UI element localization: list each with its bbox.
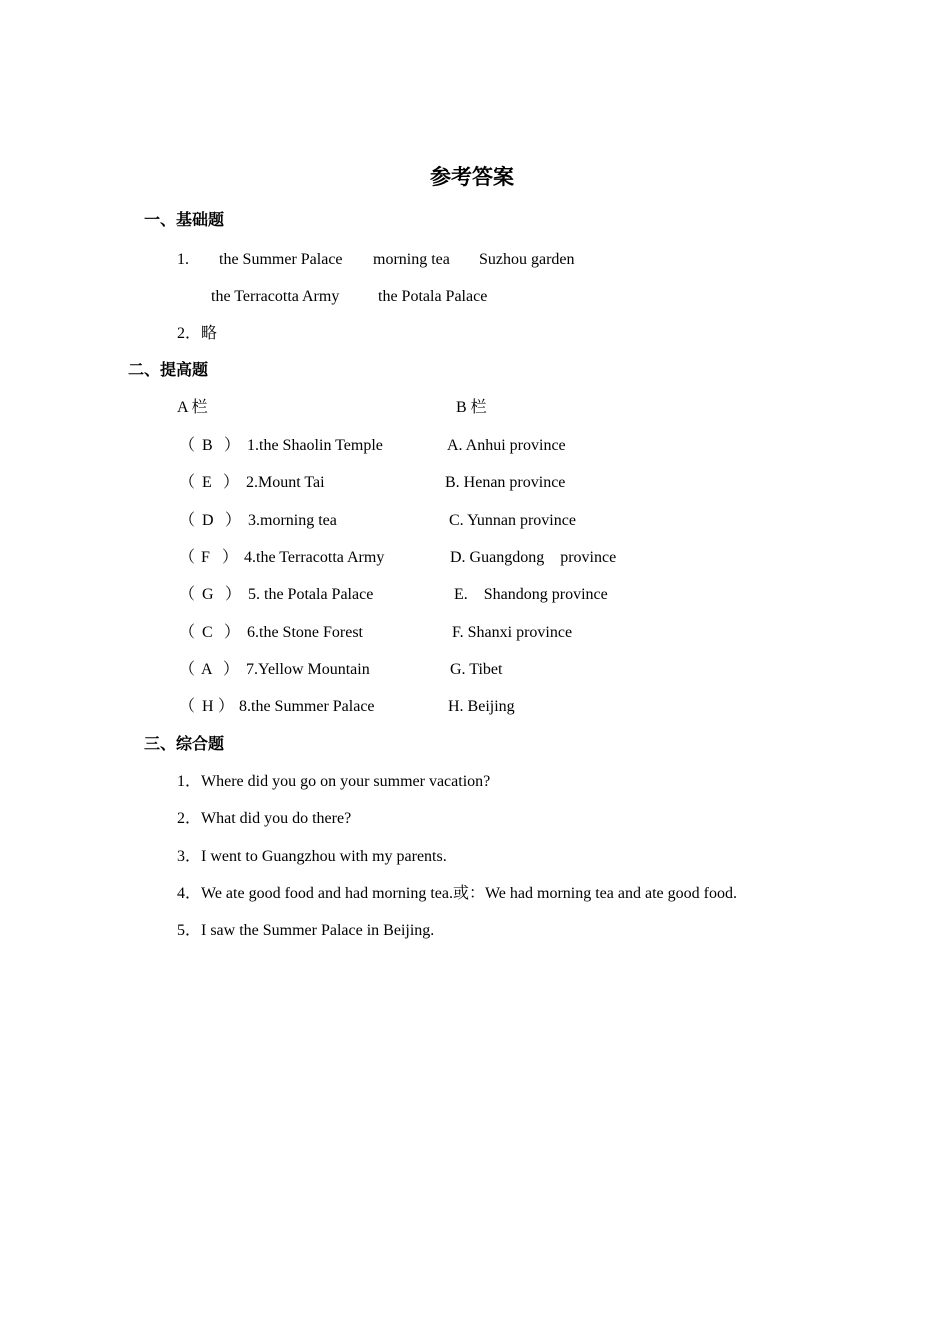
column-b-header: B 栏 — [456, 399, 487, 416]
answer-letter: F — [201, 549, 210, 566]
page-title: 参考答案 — [430, 165, 514, 189]
close-paren: ） — [218, 698, 235, 715]
match-item: 4.the Terracotta Army — [244, 549, 385, 566]
match-item: 2.Mount Tai — [246, 474, 325, 491]
match-item: 6.the Stone Forest — [247, 624, 363, 641]
match-option: F. Shanxi province — [452, 624, 573, 641]
match-item: 5. the Potala Palace — [248, 586, 374, 603]
match-option: A. Anhui province — [447, 437, 566, 454]
answer-letter: C — [202, 624, 213, 641]
close-paren: ） — [223, 474, 240, 491]
answer-letter: A — [201, 661, 213, 678]
close-paren: ） — [224, 624, 241, 641]
close-paren: ） — [222, 549, 239, 566]
open-paren: （ — [179, 586, 196, 603]
open-paren: （ — [179, 474, 196, 491]
q1-item-4: the Terracotta Army — [211, 288, 340, 305]
match-option: D. Guangdong province — [450, 549, 617, 566]
close-paren: ） — [224, 437, 241, 454]
q1-item-5: the Potala Palace — [378, 288, 488, 305]
q1-item-1: the Summer Palace — [219, 251, 343, 268]
section-2-heading: 二、提高题 — [128, 362, 209, 379]
match-option: H. Beijing — [448, 698, 515, 715]
answer-letter: E — [202, 474, 212, 491]
match-option: E. Shandong province — [454, 586, 608, 603]
answer-2: 2．What did you do there? — [177, 810, 352, 827]
open-paren: （ — [179, 549, 196, 566]
close-paren: ） — [225, 512, 242, 529]
match-option: B. Henan province — [445, 474, 566, 491]
answer-letter: D — [202, 512, 214, 529]
answer-4: 4．We ate good food and had morning tea.或：We had morning tea and ate good food. — [177, 885, 737, 902]
match-item: 7.Yellow Mountain — [246, 661, 370, 678]
answer-letter: G — [202, 586, 214, 603]
match-option: G. Tibet — [450, 661, 503, 678]
column-a-header: A 栏 — [177, 399, 208, 416]
answer-5: 5．I saw the Summer Palace in Beijing. — [177, 922, 435, 939]
open-paren: （ — [179, 512, 196, 529]
q1-item-3: Suzhou garden — [479, 251, 575, 268]
open-paren: （ — [179, 437, 196, 454]
open-paren: （ — [179, 661, 196, 678]
match-option: C. Yunnan province — [449, 512, 576, 529]
q1-number: 1. — [177, 251, 189, 268]
open-paren: （ — [179, 624, 196, 641]
close-paren: ） — [223, 661, 240, 678]
answer-3: 3．I went to Guangzhou with my parents. — [177, 848, 447, 865]
section-3-heading: 三、综合题 — [144, 736, 225, 753]
match-item: 3.morning tea — [248, 512, 337, 529]
close-paren: ） — [225, 586, 242, 603]
q1-item-2: morning tea — [373, 251, 450, 268]
answer-letter: H — [202, 698, 214, 715]
open-paren: （ — [179, 698, 196, 715]
q2-answer: 2．略 — [177, 325, 218, 342]
section-1-heading: 一、基础题 — [144, 212, 225, 229]
match-item: 8.the Summer Palace — [239, 698, 375, 715]
answer-1: 1．Where did you go on your summer vacation? — [177, 773, 491, 790]
answer-letter: B — [202, 437, 213, 454]
match-item: 1.the Shaolin Temple — [247, 437, 383, 454]
